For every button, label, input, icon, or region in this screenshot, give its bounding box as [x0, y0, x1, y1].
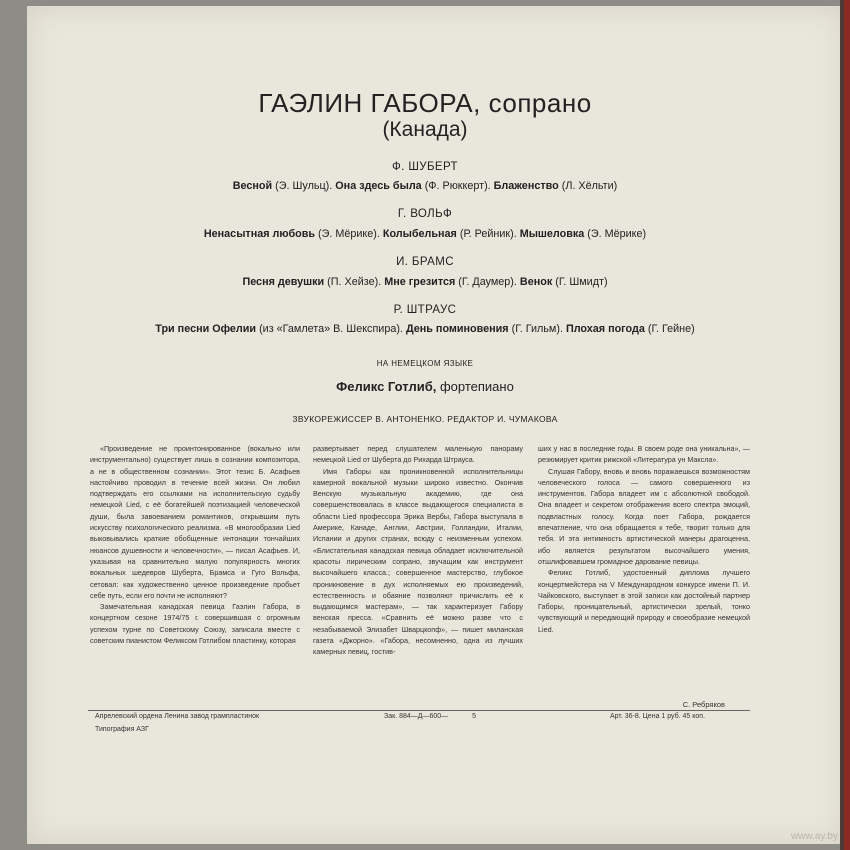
- footer-divider: [88, 710, 750, 711]
- lyricist: (Э. Шульц).: [275, 180, 333, 192]
- pianist-instrument: фортепиано: [439, 379, 514, 394]
- manufacturer: Апрелевский ордена Ленина завод грампластинок: [95, 713, 260, 720]
- composer-heading: Р. ШТРАУС: [393, 304, 457, 316]
- lyricist: (Г. Гильм).: [511, 323, 563, 335]
- liner-notes-column-2: [313, 443, 523, 658]
- composer-heading: Г. ВОЛЬФ: [397, 208, 453, 220]
- song-title: Три песни Офелии: [155, 323, 257, 335]
- liner-notes-column-3: [538, 443, 750, 635]
- lyricist: (Р. Рейник).: [459, 228, 517, 240]
- order-number: [384, 713, 476, 720]
- song-list: [0, 276, 850, 288]
- price-info: Арт. 36-8. Цена 1 руб. 45 коп.: [610, 713, 706, 720]
- order-code: Зак. 884—Д—600—: [384, 713, 449, 720]
- paragraph: «Произведение не проинтонированное (вокально или инструментально) существует лишь в сознании композитора, а не в общественном сознании». Этот тезис Б. Асафьев настойчиво проводил в течение всей жизни. Он любил подтверждать его ссылками на исполнительскую судьбу немецкой Lied, с её богатейшей поэтизацией человеческой души, была завоеванием романтиков, открывшим путь искусству психологического реализма. «В многообразии Lied выковывались краткие обобщенные интонации тончайших нюансов душевности и человечности», — писал Асафьев. И, указывая на сравнительно малую популярность многих вокальных шедевров Шуберта, Брамса и Гуго Вольфа, сетовал: как художественно ценное произведение пробьет себе путь, если его почти не исполняют?: [90, 444, 300, 600]
- performer-country: (Канада): [382, 118, 468, 141]
- pianist-credit: [0, 379, 850, 394]
- lyricist: (Ф. Рюккерт).: [424, 180, 491, 192]
- song-title: Ненасытная любовь: [203, 228, 316, 240]
- paragraph: Имя Габоры как проникновенной исполнительницы камерной вокальной музыки широко известно. Окончив Венскую музыкальную академию, где она совершенствовалась в классе выдающегося специалиста в области Lied профессора Эрика Вербы, Габора выступала в Америке, Канаде, Англии, Австрии, Голландии, Италии, Испании и других странах, всюду с неизменным успехом. «Блистательная канадская певица обладает исключительной красоты лирическим сопрано, звучащим как инструмент высочайшего класса.; совершенное мастерство, глубокое проникновение в дух исполняемых ею произведений, естественность и обаяние позволяют причислить её к выдающимся мастерам», — так характеризует Габору венская пресса. «Сравнить её можно разве что с незабываемой Элизабет Шварцкопф», — пишет миланская газета «Джорно». «Габора, несомненно, одна из лучших камерных певиц, гостив-: [313, 466, 523, 657]
- pianist-name: Феликс Готлиб,: [336, 379, 437, 394]
- paragraph: развертывает перед слушателем маленькую панораму немецкой Lied от Шуберта до Рихарда Штрауса.: [313, 444, 523, 465]
- performer-name: ГАЭЛИН ГАБОРА,: [258, 88, 481, 118]
- printer: Типография АЗГ: [95, 726, 149, 733]
- lyricist: (Э. Мёрике).: [318, 228, 380, 240]
- song-list: [0, 323, 850, 335]
- song-title: Песня девушки: [242, 276, 325, 288]
- notes-signature: С. Ребряков: [682, 700, 725, 709]
- song-title: Венок: [519, 276, 553, 288]
- performer-title: [0, 88, 850, 119]
- song-title: Колыбельная: [382, 228, 457, 240]
- lyricist: (из «Гамлета» В. Шекспира).: [259, 323, 403, 335]
- song-title: День поминовения: [405, 323, 509, 335]
- paragraph: Слушая Габору, вновь и вновь поражаешься возможностям человеческого голоса — самого совершенного из инструментов. Габора владеет им с абсолютной свободой. Она владеет и секретом отображения всего спектра эмоций, подвластных голосу. Когда поет Габора, рождается впечатление, что она обращается к тебе, творит только для тебя. И эта интимность артистической манеры драгоценна, ибо является результатом высочайшего умения, отшлифовавшем громадное дарование певицы.: [538, 466, 750, 566]
- lyricist: (Г. Даумер).: [458, 276, 517, 288]
- lyricist: (П. Хейзе).: [327, 276, 382, 288]
- production-credits: ЗВУКОРЕЖИССЕР В. АНТОНЕНКО. РЕДАКТОР И. ЧУМАКОВА: [292, 414, 558, 424]
- order-index: 5: [472, 713, 477, 720]
- voice-type: сопрано: [488, 88, 592, 118]
- lyricist: (Л. Хёльти): [561, 180, 618, 192]
- song-title: Мне грезится: [384, 276, 456, 288]
- song-title: Она здесь была: [335, 180, 422, 192]
- liner-notes-column-1: [90, 443, 300, 646]
- song-title: Блаженство: [493, 180, 559, 192]
- song-list: [0, 228, 850, 240]
- paragraph: ших у нас в последние годы. В своем роде она уникальна», — резюмирует критик рижской «Литература ун Максла».: [538, 444, 750, 465]
- watermark: www.ay.by: [790, 831, 838, 842]
- paragraph: Замечательная канадская певица Гаэлин Габора, в концертном сезоне 1974/75 г. совершившая с огромным успехом турне по Советскому Союзу, записала вместе с советским пианистом Феликсом Готлибом пластинку, которая: [90, 602, 300, 646]
- paragraph: Феликс Готлиб, удостоенный диплома лучшего концертмейстера на V Международном конкурсе имени П. И. Чайковского, выступает в этой записи как достойный партнер Габоры, проницательный, артистически зрелый, тонко чувствующий и передающий природу и своеобразие немецкой Lied.: [538, 568, 750, 634]
- song-title: Весной: [232, 180, 273, 192]
- lyricist: (Г. Шмидт): [555, 276, 608, 288]
- lyricist: (Г. Гейне): [647, 323, 695, 335]
- song-title: Плохая погода: [565, 323, 645, 335]
- composer-heading: Ф. ШУБЕРТ: [392, 161, 458, 173]
- lyricist: (Э. Мёрике): [587, 228, 647, 240]
- song-title: Мышеловка: [519, 228, 585, 240]
- song-list: [0, 180, 850, 192]
- language-note: НА НЕМЕЦКОМ ЯЗЫКЕ: [376, 359, 474, 368]
- composer-heading: И. БРАМС: [396, 256, 454, 268]
